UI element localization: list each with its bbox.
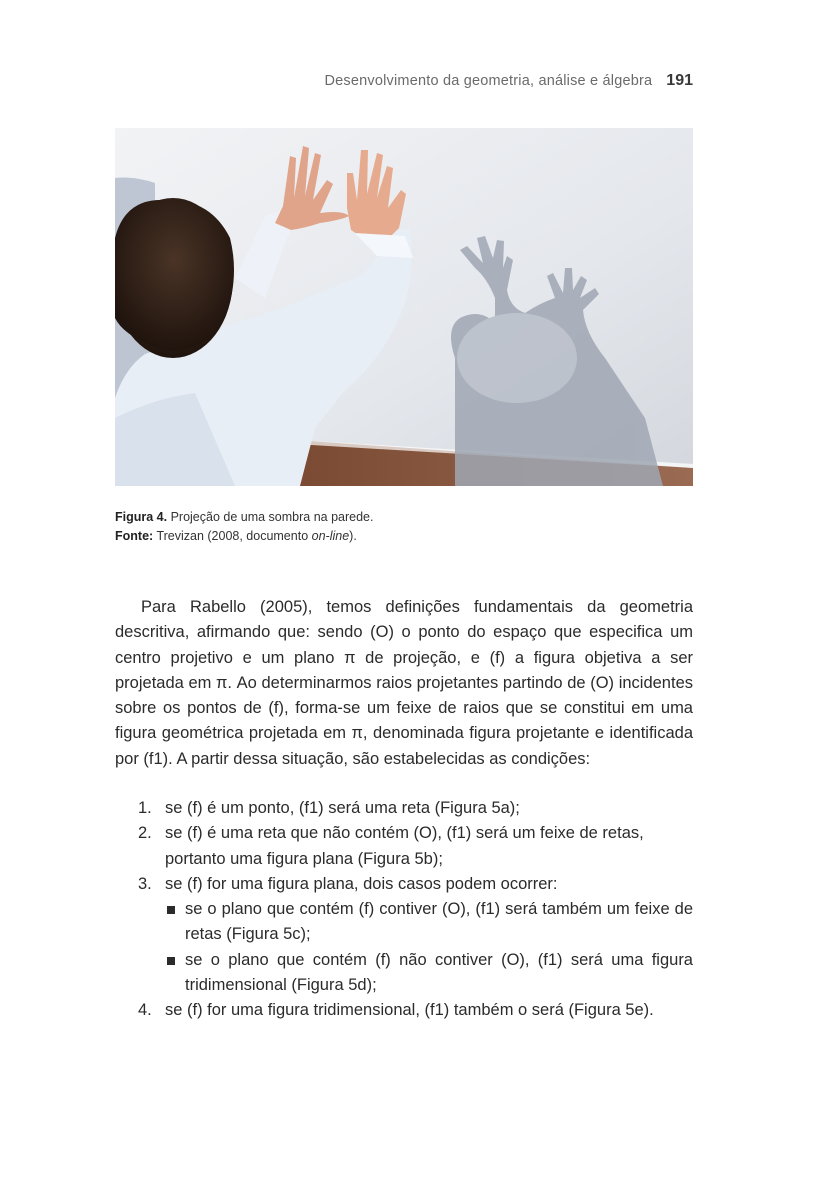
list-item-text: se (f) for uma figura tridimensional, (f1) também o será (Figura 5e). bbox=[165, 1001, 654, 1020]
source-line bbox=[115, 527, 693, 546]
caption-line bbox=[115, 508, 693, 527]
list-item-text: se (f) é um ponto, (f1) será uma reta (Figura 5a); bbox=[165, 799, 520, 817]
figure-photo bbox=[115, 128, 693, 486]
sub-list-item bbox=[165, 948, 693, 999]
list-item-text: se (f) for uma figura plana, dois casos podem ocorrer: bbox=[165, 874, 558, 893]
square-bullet-icon bbox=[167, 957, 175, 965]
source-label: Fonte: bbox=[115, 529, 154, 543]
list-number: 3. bbox=[138, 874, 152, 893]
source-italic: on-line bbox=[311, 529, 350, 543]
sub-list-item bbox=[165, 897, 693, 948]
list-item bbox=[115, 796, 693, 821]
list-number: 1. bbox=[138, 799, 152, 817]
source-end: ). bbox=[349, 529, 357, 543]
source-text: Trevizan (2008, documento bbox=[156, 529, 309, 543]
body-paragraph: Para Rabello (2005), temos definições fundamentais da geometria descritiva, afirmando que: sendo (O) o ponto do espaço que especifica um centro projetivo e um plano π de projeção, e (f) a figura objetiva a ser projetada em π. Ao determinarmos raios projetantes partindo de (O) incidentes sobre os pontos de (f), forma-se um feixe de raios que se constitui em uma figura geométrica projetada em π, denominada figura projetante e identificada por (f1). A partir dessa situação, são estabelecidas as condições: bbox=[115, 598, 693, 768]
list-item bbox=[115, 821, 693, 872]
list-item bbox=[115, 998, 693, 1023]
running-title: Desenvolvimento da geometria, análise e álgebra bbox=[324, 73, 653, 89]
caption-text: Projeção de uma sombra na parede. bbox=[170, 510, 374, 524]
sub-list-item-text: se o plano que contém (f) contiver (O), (f1) será também um feixe de retas (Figura 5c); bbox=[185, 900, 693, 944]
sub-list bbox=[165, 897, 693, 998]
list-item bbox=[115, 872, 693, 998]
conditions-list bbox=[115, 796, 693, 1024]
list-number: 2. bbox=[138, 824, 152, 843]
list-number: 4. bbox=[138, 1001, 152, 1020]
caption-label: Figura 4. bbox=[115, 510, 168, 524]
square-bullet-icon bbox=[167, 906, 175, 914]
page-number: 191 bbox=[666, 72, 693, 89]
list-item-text: se (f) é uma reta que não contém (O), (f1) será um feixe de retas, portanto uma figura plana (Figura 5b); bbox=[165, 824, 644, 868]
sub-list-item-text: se o plano que contém (f) não contiver (O), (f1) será uma figura tridimensional (Figura 5d); bbox=[185, 950, 693, 995]
page-header bbox=[115, 72, 693, 94]
figure-caption bbox=[115, 508, 693, 546]
